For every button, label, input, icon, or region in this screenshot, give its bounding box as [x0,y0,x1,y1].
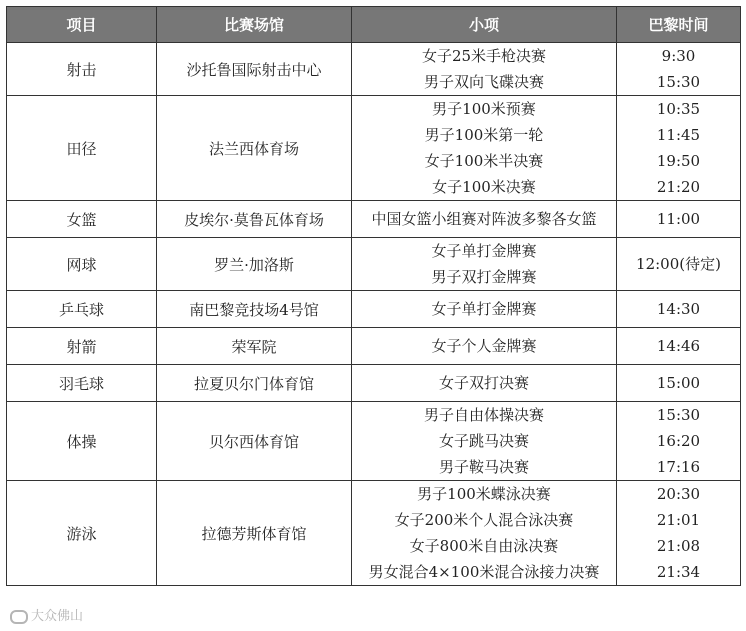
event-item: 男子双打金牌赛 [431,268,537,286]
sport-cell: 乒乓球 [7,291,157,328]
event-item: 女子个人金牌赛 [431,337,537,355]
sport-cell: 羽毛球 [7,365,157,402]
sport-cell: 女篮 [7,201,157,238]
sport-cell: 体操 [7,402,157,481]
events-cell [352,481,617,586]
times-cell [617,481,741,586]
event-item: 女子单打金牌赛 [431,242,537,260]
time-item: 14:30 [656,300,701,318]
event-item: 男子双向飞碟决赛 [423,73,544,91]
time-item: 19:50 [656,152,701,170]
sport-cell: 网球 [7,238,157,291]
time-item: 21:01 [656,511,701,529]
events-cell [352,43,617,96]
times-cell [617,43,741,96]
time-item: 16:20 [656,432,701,450]
time-item: 21:08 [656,537,701,555]
events-cell [352,365,617,402]
table-row [7,291,741,328]
time-item: 21:34 [656,563,701,581]
event-item: 女子单打金牌赛 [431,300,537,318]
schedule-table [6,6,741,586]
table-row [7,201,741,238]
header-venue: 比赛场馆 [157,7,352,43]
event-item: 男女混合4×100米混合泳接力决赛 [368,563,600,581]
time-item: 12:00(待定) [636,255,721,273]
time-item: 14:46 [656,337,701,355]
times-cell [617,365,741,402]
table-row [7,365,741,402]
events-cell [352,201,617,238]
event-item: 女子200米个人混合泳决赛 [394,511,574,529]
event-item: 男子100米第一轮 [424,126,544,144]
watermark-text: 大众佛山 [31,609,84,624]
table-row [7,43,741,96]
time-item: 11:45 [656,126,701,144]
event-item: 女子双打决赛 [438,374,529,392]
header-sport: 项目 [7,7,157,43]
table-row [7,402,741,481]
event-item: 男子100米蝶泳决赛 [417,485,551,503]
time-item: 15:30 [656,406,701,424]
time-item: 15:30 [656,73,701,91]
sport-cell: 射击 [7,43,157,96]
venue-cell: 沙托鲁国际射击中心 [157,43,352,96]
times-cell [617,238,741,291]
time-item: 10:35 [656,100,701,118]
watermark [10,605,83,624]
table-row [7,96,741,201]
venue-cell: 拉德芳斯体育馆 [157,481,352,586]
watermark-logo-icon [10,610,28,624]
sport-cell: 田径 [7,96,157,201]
venue-cell: 法兰西体育场 [157,96,352,201]
header-time: 巴黎时间 [617,7,741,43]
header-event: 小项 [352,7,617,43]
time-item: 15:00 [656,374,701,392]
event-item: 男子鞍马决赛 [438,458,529,476]
times-cell [617,96,741,201]
table-row [7,481,741,586]
event-item: 女子100米半决赛 [424,152,544,170]
event-item: 男子自由体操决赛 [423,406,544,424]
venue-cell: 南巴黎竞技场4号馆 [157,291,352,328]
event-item: 女子100米决赛 [432,178,536,196]
time-item: 9:30 [661,47,696,65]
times-cell [617,201,741,238]
venue-cell: 荣军院 [157,328,352,365]
venue-cell: 拉夏贝尔门体育馆 [157,365,352,402]
header-row [7,7,741,43]
table-row [7,238,741,291]
time-item: 20:30 [656,485,701,503]
events-cell [352,328,617,365]
venue-cell: 贝尔西体育馆 [157,402,352,481]
times-cell [617,291,741,328]
event-item: 女子800米自由泳决赛 [409,537,559,555]
venue-cell: 皮埃尔·莫鲁瓦体育场 [157,201,352,238]
event-item: 女子跳马决赛 [438,432,529,450]
event-item: 男子100米预赛 [432,100,536,118]
time-item: 21:20 [656,178,701,196]
times-cell [617,402,741,481]
times-cell [617,328,741,365]
events-cell [352,238,617,291]
sport-cell: 游泳 [7,481,157,586]
time-item: 17:16 [656,458,701,476]
events-cell [352,96,617,201]
event-item: 女子25米手枪决赛 [421,47,547,65]
event-item: 中国女篮小组赛对阵波多黎各女篮 [371,210,597,228]
events-cell [352,291,617,328]
venue-cell: 罗兰·加洛斯 [157,238,352,291]
table-row [7,328,741,365]
time-item: 11:00 [656,210,701,228]
events-cell [352,402,617,481]
sport-cell: 射箭 [7,328,157,365]
